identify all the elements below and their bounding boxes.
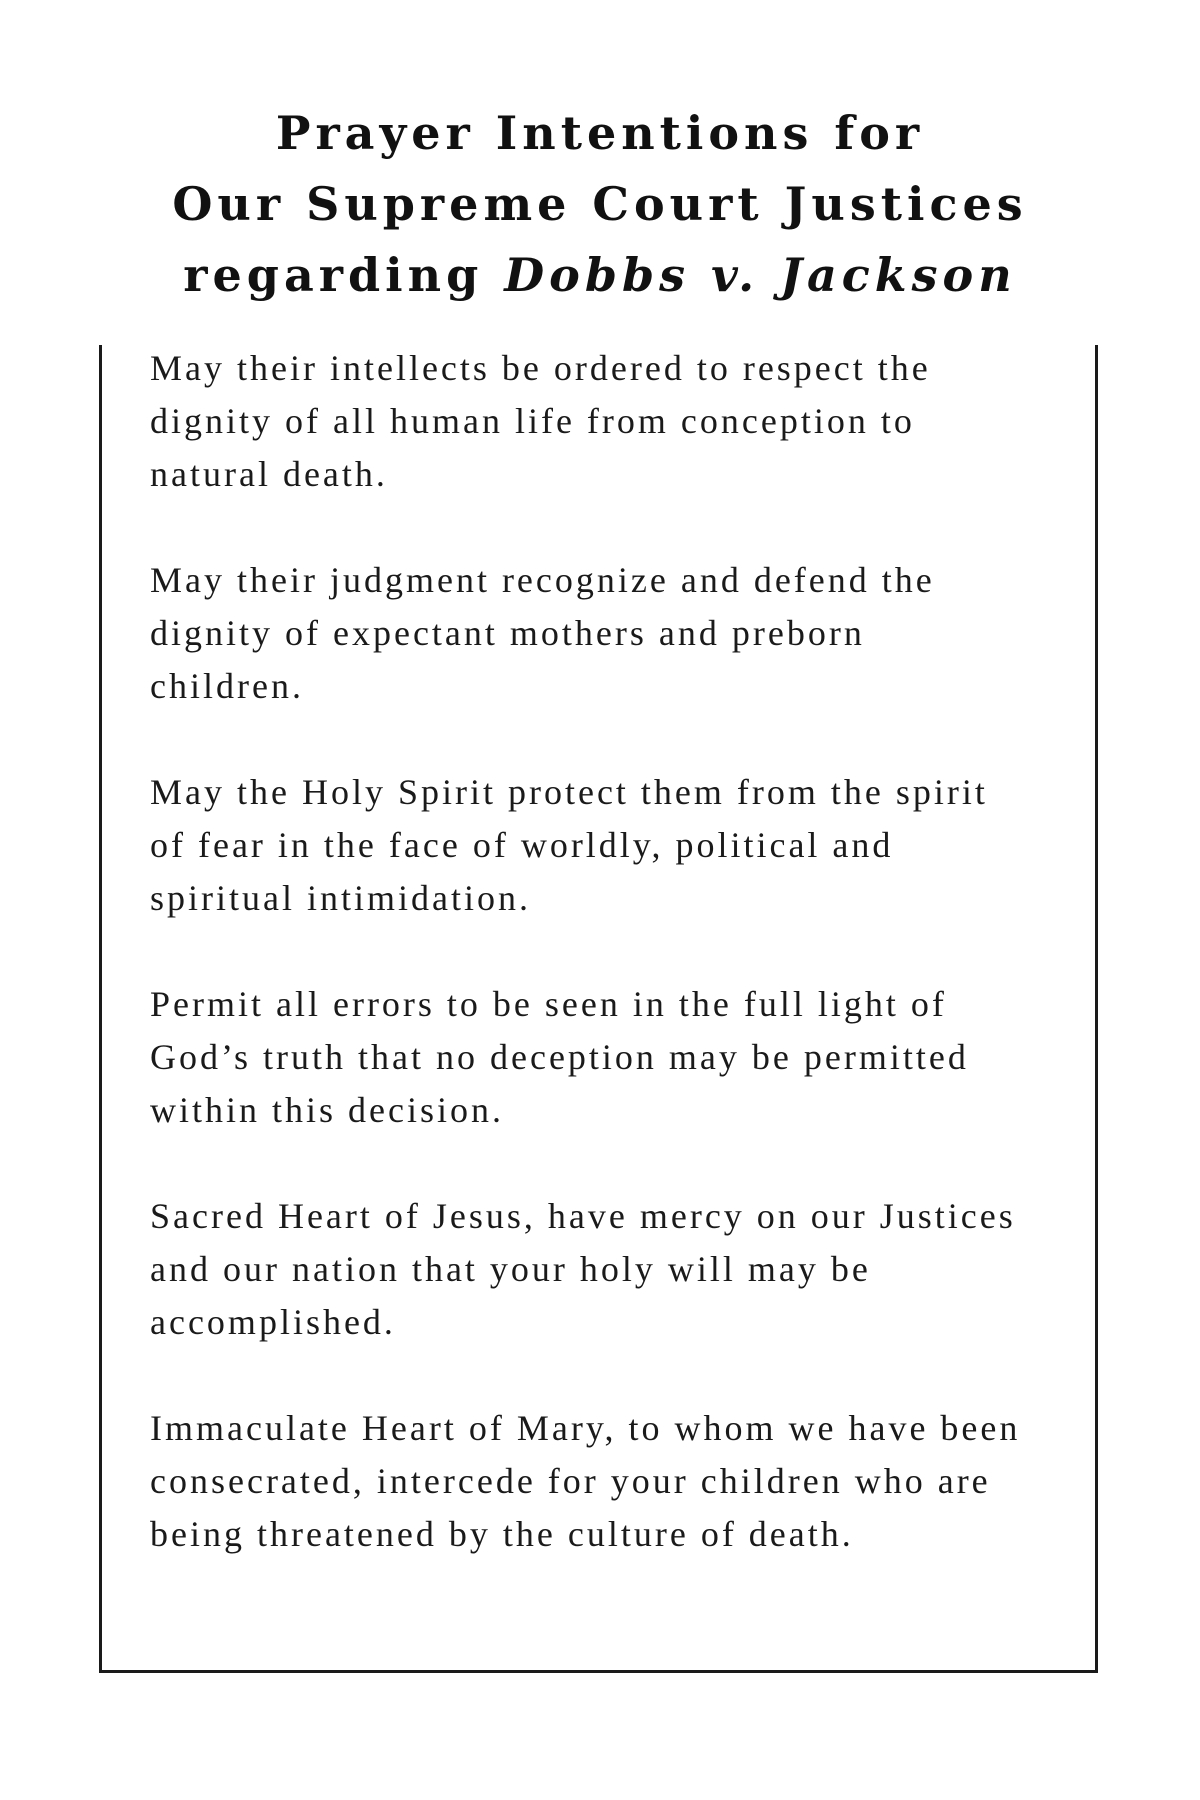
prayer-line: spiritual intimidation. — [150, 878, 531, 918]
prayer-line: being threatened by the culture of death. — [150, 1514, 854, 1554]
prayer-line: May their judgment recognize and defend the — [150, 560, 935, 600]
page-title — [0, 98, 1200, 311]
prayer-list — [150, 342, 1070, 1614]
prayer-intention — [150, 1190, 1070, 1349]
prayer-line: and our nation that your holy will may be — [150, 1249, 871, 1289]
prayer-line: dignity of expectant mothers and preborn — [150, 613, 865, 653]
prayer-line: of fear in the face of worldly, political and — [150, 825, 894, 865]
prayer-intention — [150, 1402, 1070, 1561]
title-line-3 — [0, 240, 1200, 311]
case-name: Dobbs v. Jackson — [504, 248, 1017, 302]
prayer-line: accomplished. — [150, 1302, 396, 1342]
prayer-line: natural death. — [150, 454, 388, 494]
prayer-intention — [150, 766, 1070, 925]
prayer-line: Permit all errors to be seen in the full light of — [150, 984, 947, 1024]
prayer-line: dignity of all human life from conception to — [150, 401, 915, 441]
title-line-2: Our Supreme Court Justices — [172, 177, 1028, 231]
prayer-line: within this decision. — [150, 1090, 504, 1130]
prayer-line: Immaculate Heart of Mary, to whom we have been — [150, 1408, 1021, 1448]
prayer-intention — [150, 978, 1070, 1137]
prayer-line: children. — [150, 666, 304, 706]
prayer-line: Sacred Heart of Jesus, have mercy on our Justices — [150, 1196, 1016, 1236]
prayer-line: May the Holy Spirit protect them from the spirit — [150, 772, 988, 812]
title-line-1: Prayer Intentions for — [275, 106, 925, 160]
prayer-intention — [150, 554, 1070, 713]
title-prefix: regarding — [183, 248, 505, 302]
prayer-line: May their intellects be ordered to respect the — [150, 348, 931, 388]
prayer-intention — [150, 342, 1070, 501]
prayer-line: God’s truth that no deception may be permitted — [150, 1037, 969, 1077]
prayer-line: consecrated, intercede for your children who are — [150, 1461, 991, 1501]
